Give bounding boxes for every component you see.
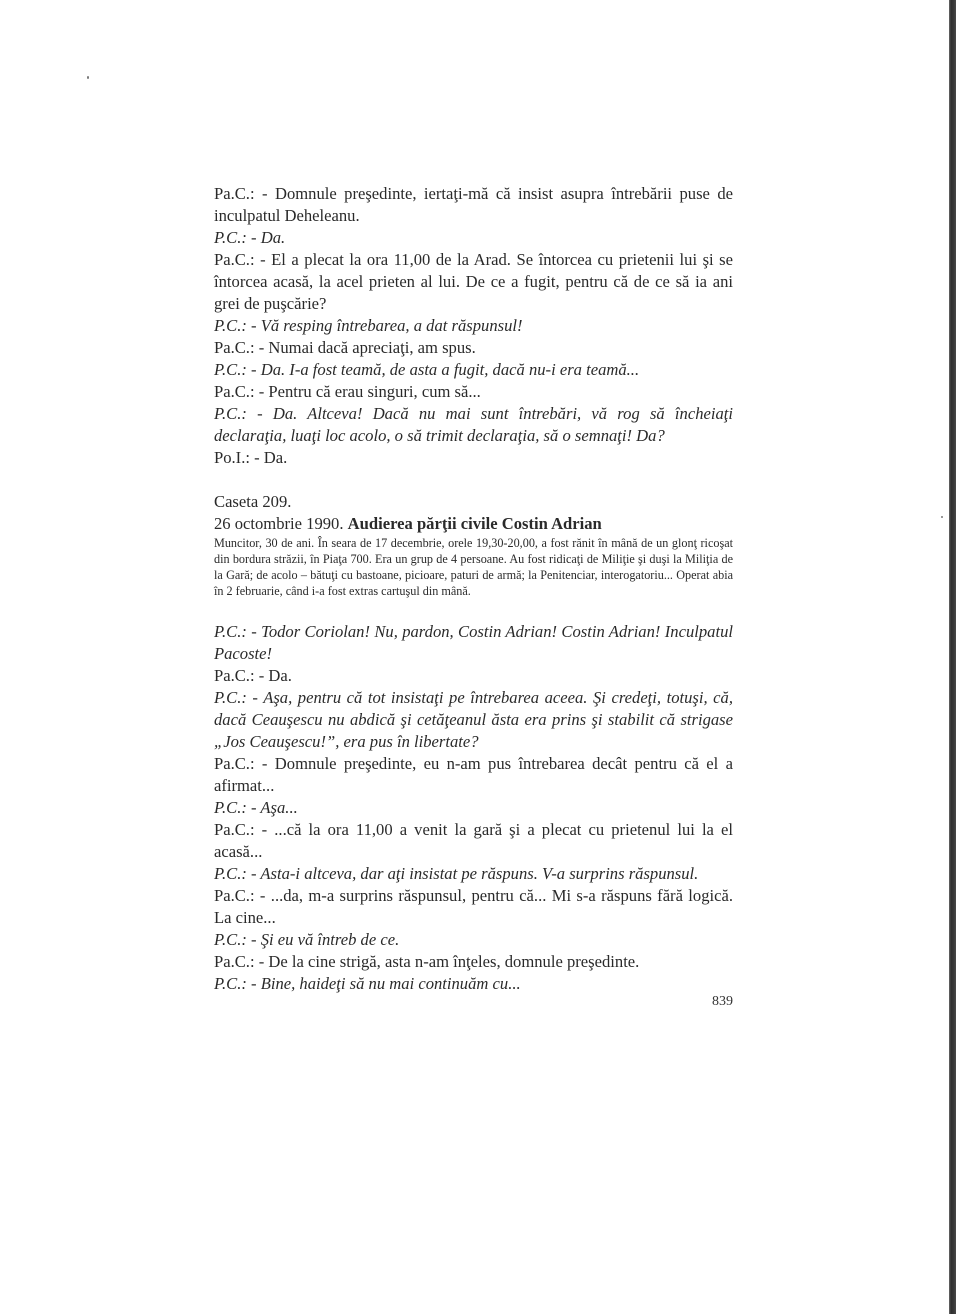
dialogue-line: P.C.: - Da. (214, 228, 286, 247)
dialogue-line: Pa.C.: - Da. (214, 666, 292, 685)
section-heading (214, 513, 733, 535)
dialogue-line: P.C.: - Aşa, pentru că tot insistaţi pe întrebarea aceea. Şi credeţi, totuşi, că, dacă Ceauşescu nu abdică şi cetăţeanul ăsta era prins şi stabilit că strigase „Jos Ceauşescu!”, era pus în libertate? (214, 688, 733, 751)
dialogue-line: P.C.: - Aşa... (214, 798, 298, 817)
dialogue-line: Pa.C.: - ...da, m-a surprins răspunsul, pentru că... Mi s-a răspuns fără logică. La cine... (214, 886, 733, 927)
dialogue-line: P.C.: - Asta-i altceva, dar aţi insistat pe răspuns. V-a surprins răspunsul. (214, 864, 699, 883)
dialogue-line: Pa.C.: - De la cine strigă, asta n-am înţeles, domnule preşedinte. (214, 952, 640, 971)
dialogue-line: P.C.: - Da. Altceva! Dacă nu mai sunt întrebări, vă rog să încheiaţi declaraţia, luaţi loc acolo, o să trimit declaraţia, să o semnaţi! Da? (214, 404, 733, 445)
dialogue-line: P.C.: - Vă resping întrebarea, a dat răspunsul! (214, 316, 523, 335)
section-date: 26 octombrie 1990. (214, 514, 348, 533)
scan-speck (941, 516, 943, 518)
section-summary: Muncitor, 30 de ani. În seara de 17 decembrie, orele 19,30-20,00, a fost rănit în mână de un glonţ ricoşat din bordura străzii, în Piaţa 700. Era un grup de 4 persoane. Au fost ridicaţi de Miliţie şi duşi la Miliţia de la Gară; de acolo – bătuţi cu bastoane, picioare, paturi de armă; la Penitenciar, interogatoriu... Operat abia în 2 februarie, când i-a fost extras cartuşul din mână. (214, 536, 733, 598)
dialogue-line: Pa.C.: - Pentru că erau singuri, cum să... (214, 382, 481, 401)
spacer (214, 469, 733, 491)
section-title: Audierea părţii civile Costin Adrian (347, 514, 602, 533)
dialogue-line: Pa.C.: - ...că la ora 11,00 a venit la gară şi a plecat cu prietenul lui la el acasă... (214, 820, 733, 861)
dialogue-line: Pa.C.: - Domnule preşedinte, iertaţi-mă că insist asupra întrebării puse de inculpatul Deheleanu. (214, 184, 733, 225)
dialogue-line: P.C.: - Şi eu vă întreb de ce. (214, 930, 400, 949)
dialogue-line: Pa.C.: - Domnule preşedinte, eu n-am pus întrebarea decât pentru că el a afirmat... (214, 754, 733, 795)
page-number: 839 (712, 994, 733, 1009)
scan-edge-shadow (949, 0, 956, 1314)
dialogue-line: Pa.C.: - Numai dacă apreciaţi, am spus. (214, 338, 476, 357)
dialogue-line: Pa.C.: - El a plecat la ora 11,00 de la Arad. Se întorcea cu prietenii lui şi se întorcea acasă, la acel prieten al lui. De ce a fugit, pentru că de ce să ia ani grei de puşcărie? (214, 250, 733, 313)
dialogue-line: P.C.: - Bine, haideţi să nu mai continuăm cu... (214, 974, 521, 993)
dialogue-line: P.C.: - Da. I-a fost teamă, de asta a fugit, dacă nu-i era teamă... (214, 360, 640, 379)
spacer (214, 599, 733, 621)
dialogue-line: Po.I.: - Da. (214, 448, 288, 467)
page-body (214, 183, 733, 995)
dialogue-line: P.C.: - Todor Coriolan! Nu, pardon, Costin Adrian! Costin Adrian! Inculpatul Pacoste! (214, 622, 733, 663)
caseta-label: Caseta 209. (214, 492, 292, 511)
scan-speck (87, 76, 89, 79)
